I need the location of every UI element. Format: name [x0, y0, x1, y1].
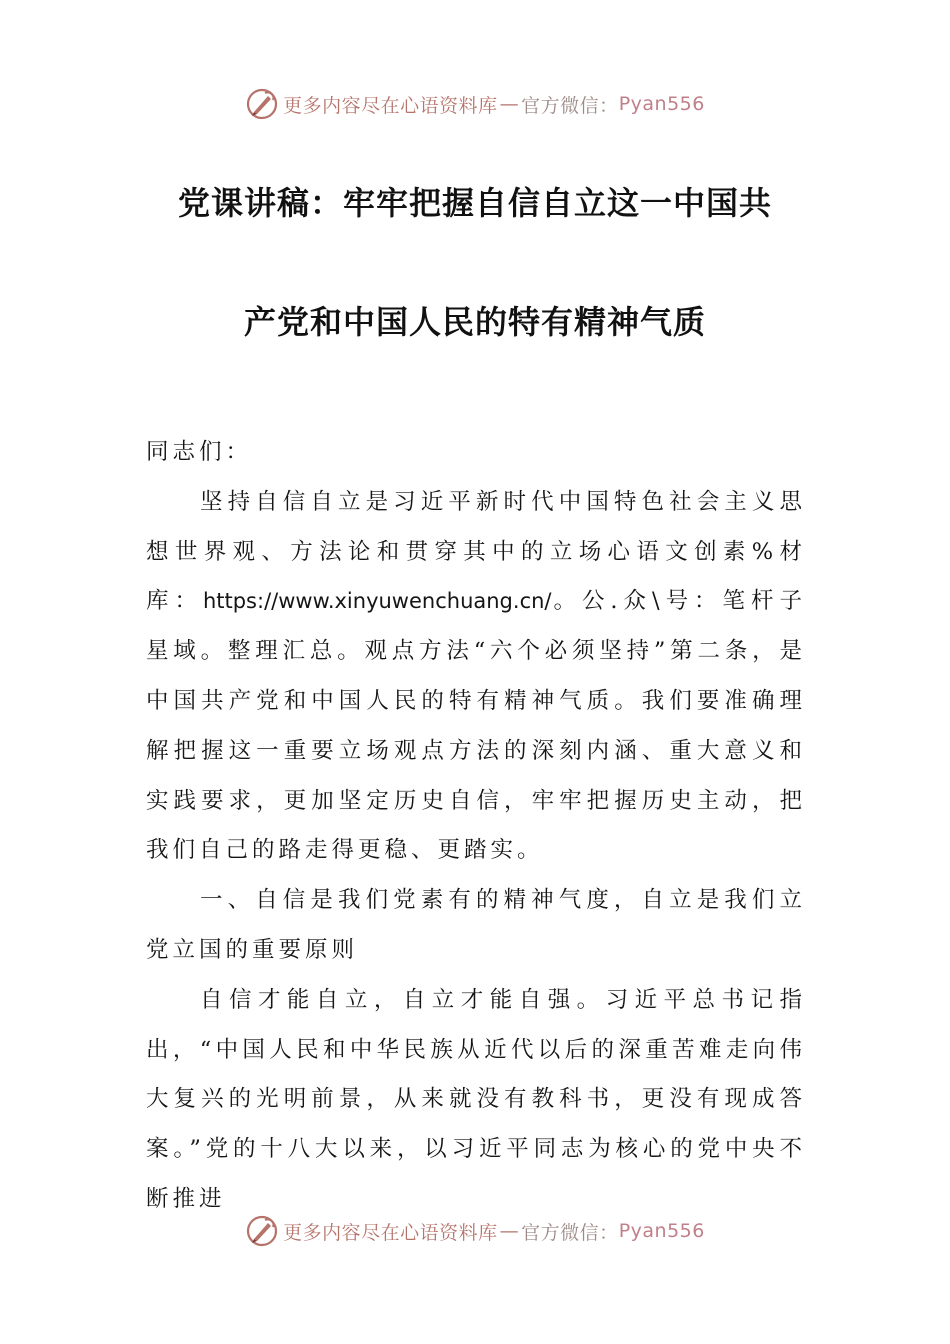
footer-watermark-banner: [0, 1211, 950, 1251]
paragraph-1-text-b: 。公.众\号：笔杆子星域。整理汇总。观点方法“六个必须坚持”第二条，是中国共产党和中国人民的特有精神气质。我们要准确理解把握这一重要立场观点方法的深刻内涵、重大意义和实践要求，更加坚定历史自信，牢牢把握历史主动，把我们自己的路走得更稳、更踏实。: [146, 588, 806, 864]
paragraph-1-text-a: 坚持自信自立是习近平新时代中国特色社会主义思想世界观、方法论和贯穿其中的立场心语文创素%材库：: [146, 488, 806, 615]
section-heading-1: 一、自信是我们党素有的精神气度，自立是我们立党立国的重要原则: [146, 887, 806, 963]
paragraph-2: 自信才能自立，自立才能自强。习近平总书记指出，“中国人民和中华民族从近代以后的深重苦难走向伟大复兴的光明前景，从来就没有教科书，更没有现成答案。”党的十八大以来，以习近平同志为核心的党中央不断推进: [146, 986, 806, 1212]
document-body: [146, 428, 806, 1225]
document-title-line-1: 党课讲稿：牢牢把握自信自立这一中国共: [177, 184, 772, 222]
greeting: 同志们：: [146, 439, 253, 465]
paragraph-1: [146, 478, 806, 876]
pen-logo-icon: [245, 1214, 279, 1248]
banner-wechat-label: 官方微信：: [521, 94, 619, 117]
banner-wechat-id: Pyan556: [618, 93, 705, 115]
banner-separator: —: [499, 93, 520, 115]
paragraph-1-url: https://www.xinyuwenchuang.cn/: [202, 589, 552, 614]
banner-wechat-id: Pyan556: [618, 1220, 705, 1242]
banner-main-text: 更多内容尽在心语资料库: [283, 94, 498, 117]
header-watermark-banner: [0, 84, 950, 124]
banner-main-text: 更多内容尽在心语资料库: [283, 1221, 498, 1244]
pen-logo-icon: [245, 87, 279, 121]
banner-wechat-label: 官方微信：: [521, 1221, 619, 1244]
document-title-line-2: 产党和中国人民的特有精神气质: [243, 303, 706, 341]
banner-separator: —: [499, 1220, 520, 1242]
